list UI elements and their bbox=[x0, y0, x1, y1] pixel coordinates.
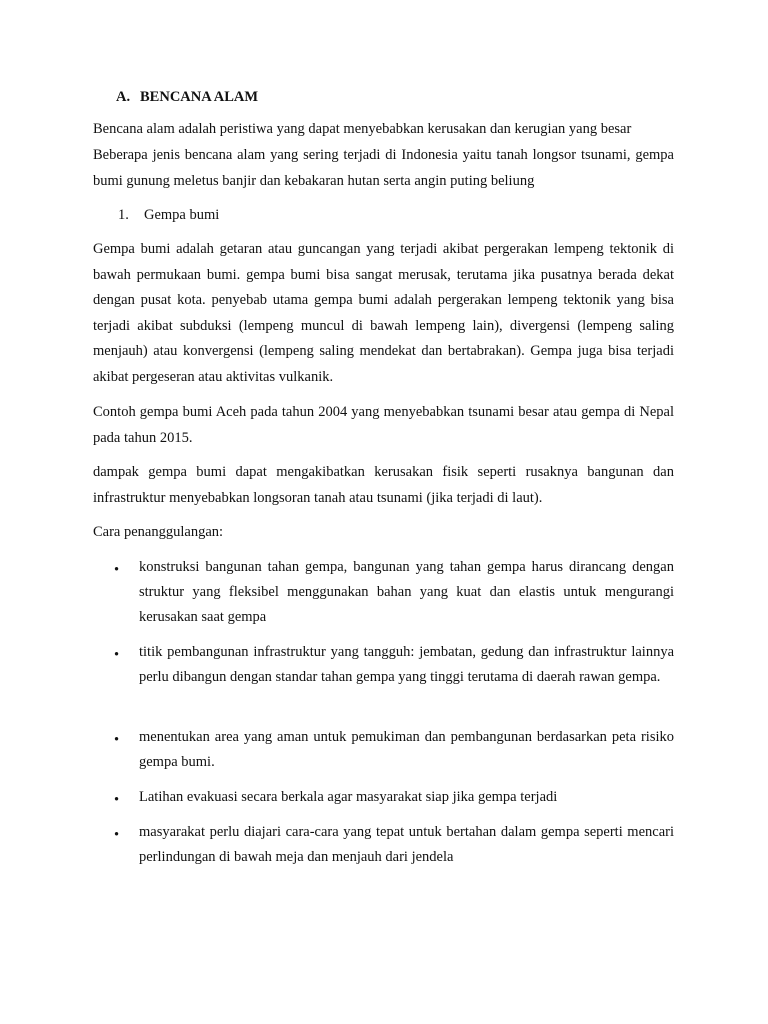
impact-paragraph: dampak gempa bumi dapat mengakibatkan kerusakan fisik seperti rusaknya bangunan dan infrastruktur menyebabkan longsoran tanah atau tsunami (jika terjadi di laut). bbox=[93, 464, 674, 506]
item-title: Gempa bumi bbox=[144, 207, 220, 223]
intro-paragraph: Beberapa jenis bencana alam yang sering terjadi di Indonesia yaitu tanah longsor tsunami, gempa bumi gunung meletus banjir dan kebakaran hutan serta angin puting beliung bbox=[93, 147, 674, 189]
section-letter: A. bbox=[116, 89, 131, 105]
bullet-marker: • bbox=[114, 647, 120, 663]
bullet-marker: • bbox=[114, 562, 120, 578]
intro-line: Bencana alam adalah peristiwa yang dapat menyebabkan kerusakan dan kerugian yang besar bbox=[93, 121, 632, 137]
list-item: masyarakat perlu diajari cara-cara yang tepat untuk bertahan dalam gempa seperti mencari perlindungan di bawah meja dan menjauh dari jendela bbox=[139, 824, 674, 865]
list-item: menentukan area yang aman untuk pemukiman dan pembangunan berdasarkan peta risiko gempa bumi. bbox=[139, 729, 674, 770]
mitigation-title: Cara penanggulangan: bbox=[93, 524, 224, 540]
list-item: konstruksi bangunan tahan gempa, bangunan yang tahan gempa harus dirancang dengan struktur yang fleksibel menggunakan bahan yang kuat dan elastis untuk mengurangi kerusakan saat gempa bbox=[139, 559, 674, 625]
list-item: Latihan evakuasi secara berkala agar masyarakat siap jika gempa terjadi bbox=[139, 789, 558, 805]
bullet-marker: • bbox=[114, 827, 120, 843]
bullet-marker: • bbox=[114, 792, 120, 808]
example-paragraph: Contoh gempa bumi Aceh pada tahun 2004 yang menyebabkan tsunami besar atau gempa di Nepal pada tahun 2015. bbox=[93, 404, 674, 446]
bullet-marker: • bbox=[114, 732, 120, 748]
section-heading bbox=[116, 87, 258, 107]
list-item: titik pembangunan infrastruktur yang tangguh: jembatan, gedung dan infrastruktur lainnya perlu dibangun dengan standar tahan gempa yang tinggi terutama di daerah rawan gempa. bbox=[139, 644, 674, 685]
item-number: 1. bbox=[118, 207, 129, 223]
definition-paragraph: Gempa bumi adalah getaran atau guncangan yang terjadi akibat pergerakan lempeng tektonik di bawah permukaan bumi. gempa bumi bisa sangat merusak, terutama jika pusatnya berada dekat dengan pusat kota. penyebab utama gempa bumi adalah pergerakan lempeng tektonik yang bisa terjadi akibat subduksi (lempeng muncul di bawah lempeng lain), divergensi (lempeng saling menjauh) atau konvergensi (lempeng saling mendekat dan bertabrakan). Gempa juga bisa terjadi akibat pergeseran atau aktivitas vulkanik. bbox=[93, 241, 674, 385]
section-title: BENCANA ALAM bbox=[140, 89, 259, 105]
numbered-subheading bbox=[118, 205, 219, 225]
